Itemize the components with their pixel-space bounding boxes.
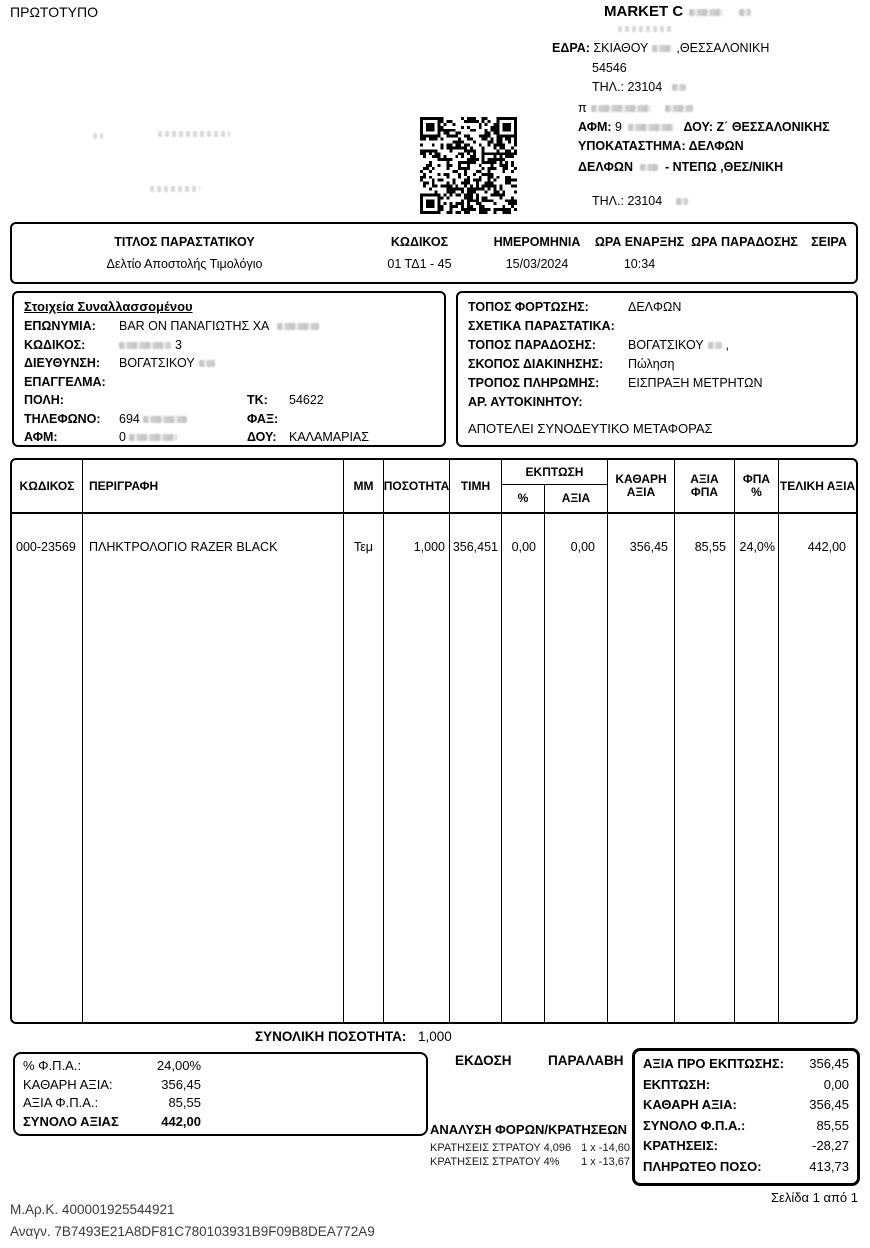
phone-value: 23104 xyxy=(627,80,663,94)
col-header-vat-pct: ΦΠΑ % xyxy=(735,460,779,514)
customer-phone-row xyxy=(24,412,434,431)
net-value-label: ΚΑΘΑΡΗ ΑΞΙΑ: xyxy=(23,1076,113,1092)
doc-title-value: Δελτίο Αποστολής Τιμολόγιο xyxy=(106,257,263,272)
recognition-hash: Αναγν. 7B7493E21A8DF81C780103931B9F09B8DEA772A9 xyxy=(10,1224,375,1239)
customer-afm-value: 0 xyxy=(119,430,247,444)
related-docs-label: ΣΧΕΤΙΚΑ ΠΑΡΑΣΤΑΤΙΚΑ: xyxy=(468,319,615,333)
item-code: 000-23569 xyxy=(12,514,83,1022)
col-header-code: ΚΩΔΙΚΟΣ xyxy=(12,460,83,514)
item-discount-pct: 0,00 xyxy=(502,514,545,1022)
redacted-mark xyxy=(158,131,230,137)
doc-code-value: 01 ΤΔ1 - 45 xyxy=(387,257,452,272)
customer-name-value: BAR ON ΠΑΝΑΓΙΩΤΗΣ ΧΑ xyxy=(119,319,434,333)
redacted-mark xyxy=(129,434,177,441)
redacted-mark xyxy=(628,124,674,131)
customer-city-row xyxy=(24,393,434,412)
redacted-mark xyxy=(689,9,723,16)
value-before-discount-row xyxy=(643,1056,849,1077)
transport-note: ΑΠΟΤΕΛΕΙ ΣΥΝΟΔΕΥΤΙΚΟ ΜΕΤΑΦΟΡΑΣ xyxy=(468,421,713,436)
deduction-calc: 1 x -14,60 xyxy=(581,1142,630,1154)
customer-address-row xyxy=(24,356,434,375)
doy-value: Ζ΄ ΘΕΣΣΑΛΟΝΙΚΗΣ xyxy=(716,120,830,134)
branch-label: ΥΠΟΚΑΤΑΣΤΗΜΑ: xyxy=(578,139,686,153)
total-value-label: ΣΥΝΟΛΟ ΑΞΙΑΣ xyxy=(23,1113,119,1129)
issuer-branch-line xyxy=(578,139,744,153)
doc-code-label: ΚΩΔΙΚΟΣ xyxy=(390,234,449,249)
payment-method-row xyxy=(468,376,846,395)
total-value-value: 442,00 xyxy=(161,1113,201,1129)
doc-date-label: ΗΜΕΡΟΜΗΝΙΑ xyxy=(493,234,581,249)
items-table xyxy=(10,458,858,1024)
redacted-mark xyxy=(143,416,187,423)
doc-series-value xyxy=(802,257,856,271)
hq-label: ΕΔΡΑ: xyxy=(552,41,590,55)
doc-header-labels xyxy=(12,235,856,249)
purpose-value: Πώληση xyxy=(628,357,675,371)
customer-name-label: ΕΠΩΝΥΜΙΑ: xyxy=(24,319,96,333)
item-net-value: 356,45 xyxy=(608,514,675,1022)
item-price: 356,451 xyxy=(450,514,502,1022)
item-discount-value: 0,00 xyxy=(545,514,608,1022)
doc-series-label: ΣΕΙΡΑ xyxy=(811,234,847,249)
col-header-discount-pct: % xyxy=(502,485,545,514)
issue-label: ΕΚΔΟΣΗ xyxy=(455,1053,512,1068)
col-header-quantity: ΠΟΣΟΤΗΤΑ xyxy=(384,460,450,514)
item-vat-pct: 24,0% xyxy=(735,514,779,1022)
phone-label: ΤΗΛ.: xyxy=(592,80,624,94)
redacted-mark xyxy=(93,133,103,139)
phone2-label: ΤΗΛ.: xyxy=(592,194,624,208)
shipping-box xyxy=(456,291,858,447)
value-before-discount-value: 356,45 xyxy=(809,1056,849,1071)
redacted-mark xyxy=(652,45,672,52)
mark-number: Μ.Αρ.Κ. 400001925544921 xyxy=(10,1202,175,1217)
net-value-row xyxy=(23,1077,418,1096)
doc-header-values xyxy=(12,257,856,271)
item-unit: Τεμ xyxy=(344,514,384,1022)
issuer-hq-line xyxy=(552,41,769,55)
issuer-afm-line xyxy=(578,120,830,134)
total-value-row xyxy=(23,1114,418,1133)
vat-pct-row xyxy=(23,1058,418,1077)
purpose-label: ΣΚΟΠΟΣ ΔΙΑΚΙΝΗΣΗΣ: xyxy=(468,357,604,371)
customer-name-row xyxy=(24,319,434,338)
col-header-discount-value: ΑΞΙΑ xyxy=(545,485,608,514)
redacted-mark xyxy=(665,105,693,112)
receive-label: ΠΑΡΑΛΑΒΗ xyxy=(548,1053,624,1068)
total-quantity-value: 1,000 xyxy=(418,1029,452,1044)
payable-amount-label: ΠΛΗΡΩΤΕΟ ΠΟΣΟ: xyxy=(643,1158,762,1174)
grand-summary-box xyxy=(632,1048,860,1186)
page-number: Σελίδα 1 από 1 xyxy=(771,1190,858,1205)
redacted-mark xyxy=(676,198,688,205)
customer-address-value: ΒΟΓΑΤΣΙΚΟΥ xyxy=(119,356,434,370)
customer-city-label: ΠΟΛΗ: xyxy=(24,393,64,407)
redacted-mark xyxy=(739,9,751,16)
doc-start-time-label: ΩΡΑ ΕΝΑΡΞΗΣ xyxy=(594,234,685,249)
issuer-phone-line xyxy=(592,80,686,94)
item-quantity: 1,000 xyxy=(384,514,450,1022)
customer-phone-label: ΤΗΛΕΦΩΝΟ: xyxy=(24,411,101,426)
customer-afm-label: ΑΦΜ: xyxy=(24,430,58,444)
afm-value: 9 xyxy=(615,120,622,134)
afm-label: ΑΦΜ: xyxy=(578,120,612,134)
redacted-mark xyxy=(640,164,658,171)
web-prefix: π xyxy=(578,101,587,115)
delivery-place-row xyxy=(468,338,846,357)
branch-addr-prefix: ΔΕΛΦΩΝ xyxy=(578,160,633,174)
deductions-heading: ΑΝΑΛΥΣΗ ΦΟΡΩΝ/ΚΡΑΤΗΣΕΩΝ xyxy=(430,1122,628,1137)
hq-city: ,ΘΕΣΣΑΛΟΝΙΚΗ xyxy=(676,41,770,55)
customer-code-label: ΚΩΔΙΚΟΣ: xyxy=(24,337,86,352)
redacted-mark xyxy=(618,26,673,32)
hq-street: ΣΚΙΑΘΟΥ xyxy=(593,41,649,55)
col-header-net-value: ΚΑΘΑΡΗ ΑΞΙΑ xyxy=(608,460,675,514)
discount-value: 0,00 xyxy=(823,1076,849,1092)
vat-amount-label: ΑΞΙΑ Φ.Π.Α.: xyxy=(23,1095,99,1110)
total-quantity-label: ΣΥΝΟΛΙΚΗ ΠΟΣΟΤΗΤΑ: xyxy=(255,1029,407,1044)
issuer-phone2-line xyxy=(592,194,688,208)
deduction-name: ΚΡΑΤΗΣΕΙΣ ΣΤΡΑΤΟΥ 4,096 xyxy=(430,1142,572,1154)
loading-place-value: ΔΕΛΦΩΝ xyxy=(628,300,682,314)
customer-code-value: 3 xyxy=(119,338,434,352)
issuer-name-text: MARKET C xyxy=(604,3,684,20)
doy-label: ΔΟΥ: xyxy=(683,120,714,134)
customer-phone-value: 694 xyxy=(119,412,247,426)
customer-profession-label: ΕΠΑΓΓΕΛΜΑ: xyxy=(24,374,106,389)
vehicle-row xyxy=(468,395,846,414)
customer-profession-row xyxy=(24,375,434,394)
redacted-mark xyxy=(708,342,722,349)
doc-start-time-value: 10:34 xyxy=(623,257,656,272)
related-docs-row xyxy=(468,319,846,338)
deduction-name: ΚΡΑΤΗΣΕΙΣ ΣΤΡΑΤΟΥ 4% xyxy=(430,1156,560,1168)
delivery-place-label: ΤΟΠΟΣ ΠΑΡΑΔΟΣΗΣ: xyxy=(468,338,596,352)
withholdings-value: -28,27 xyxy=(812,1138,849,1153)
payable-amount-value: 413,73 xyxy=(809,1158,849,1174)
customer-tk-value: 54622 xyxy=(289,393,324,407)
doc-date-value: 15/03/2024 xyxy=(505,257,569,272)
net-total-value: 356,45 xyxy=(809,1097,849,1112)
item-total: 442,00 xyxy=(807,540,846,554)
loading-place-label: ΤΟΠΟΣ ΦΟΡΤΩΣΗΣ: xyxy=(468,300,589,314)
col-header-price: ΤΙΜΗ xyxy=(450,460,502,514)
customer-afm-row xyxy=(24,430,434,449)
delivery-place-value: ΒΟΓΑΤΣΙΚΟΥ , xyxy=(628,338,730,352)
col-header-vat-value: ΑΞΙΑ ΦΠΑ xyxy=(675,460,735,514)
redacted-mark xyxy=(199,360,215,367)
item-description: ΠΛΗΚΤΡΟΛΟΓΙΟ RAZER BLACK xyxy=(83,514,344,1022)
redacted-mark xyxy=(672,84,686,91)
customer-box xyxy=(12,291,446,447)
item-vat-value: 85,55 xyxy=(675,514,735,1022)
vat-pct-label: % Φ.Π.Α.: xyxy=(23,1058,82,1073)
vat-pct-value: 24,00% xyxy=(156,1058,201,1073)
doc-title-label: ΤΙΤΛΟΣ ΠΑΡΑΣΤΑΤΙΚΟΥ xyxy=(114,234,255,249)
vat-amount-value: 85,55 xyxy=(168,1095,201,1110)
net-value-value: 356,45 xyxy=(161,1076,201,1092)
vat-amount-row xyxy=(23,1095,418,1114)
phone2-value: 23104 xyxy=(627,194,663,208)
payment-method-value: ΕΙΣΠΡΑΞΗ ΜΕΤΡΗΤΩΝ xyxy=(628,376,763,390)
vat-summary-box xyxy=(13,1052,428,1136)
net-total-label: ΚΑΘΑΡΗ ΑΞΙΑ: xyxy=(643,1097,737,1112)
col-header-discount: ΕΚΠΤΩΣΗ xyxy=(502,460,608,485)
qr-code xyxy=(420,117,517,214)
net-total-row xyxy=(643,1097,849,1118)
col-header-total: ΤΕΛΙΚΗ ΑΞΙΑ xyxy=(779,460,856,514)
redacted-mark xyxy=(277,323,319,330)
vat-total-row xyxy=(643,1118,849,1139)
withholdings-label: ΚΡΑΤΗΣΕΙΣ: xyxy=(643,1138,718,1153)
loading-place-row xyxy=(468,300,846,319)
customer-doy-value: ΚΑΛΑΜΑΡΙΑΣ xyxy=(289,430,369,444)
vehicle-label: ΑΡ. ΑΥΤΟΚΙΝΗΤΟΥ: xyxy=(468,395,583,409)
customer-code-row xyxy=(24,338,434,357)
value-before-discount-label: ΑΞΙΑ ΠΡΟ ΕΚΠΤΩΣΗΣ: xyxy=(643,1056,785,1071)
branch-addr-suffix: - ΝΤΕΠΩ ,ΘΕΣ/ΝΙΚΗ xyxy=(664,160,784,174)
deduction-row xyxy=(430,1142,630,1154)
vat-total-value: 85,55 xyxy=(816,1117,849,1133)
customer-tk-label: ΤΚ: xyxy=(247,393,268,407)
issuer-branch-address xyxy=(578,160,783,174)
col-header-description: ΠΕΡΙΓΡΑΦΗ xyxy=(83,460,344,514)
doc-header-bar xyxy=(10,222,858,284)
issuer-name xyxy=(604,3,751,20)
customer-fax-label: ΦΑΞ: xyxy=(247,411,279,426)
vat-total-label: ΣΥΝΟΛΟ Φ.Π.Α.: xyxy=(643,1117,746,1133)
deduction-calc: 1 x -13,67 xyxy=(581,1156,630,1168)
purpose-row xyxy=(468,357,846,376)
deduction-row xyxy=(430,1156,630,1168)
customer-heading: Στοιχεία Συναλλασσομένου xyxy=(24,299,193,314)
doc-delivery-time-value xyxy=(687,257,802,271)
redacted-mark xyxy=(591,105,651,112)
customer-address-label: ΔΙΕΥΘΥΝΣΗ: xyxy=(24,356,101,370)
payable-amount-row xyxy=(643,1159,849,1180)
redacted-mark xyxy=(119,342,171,349)
branch-value: ΔΕΛΦΩΝ xyxy=(688,139,744,153)
copy-type-label: ΠΡΩΤΟΤΥΠΟ xyxy=(10,4,98,20)
col-header-unit: ΜΜ xyxy=(344,460,384,514)
doc-delivery-time-label: ΩΡΑ ΠΑΡΑΔΟΣΗΣ xyxy=(691,234,798,249)
payment-method-label: ΤΡΟΠΟΣ ΠΛΗΡΩΜΗΣ: xyxy=(468,376,600,390)
discount-row xyxy=(643,1077,849,1098)
redacted-mark xyxy=(150,186,200,192)
customer-doy-label: ΔΟΥ: xyxy=(247,430,277,444)
withholdings-row xyxy=(643,1138,849,1159)
issuer-web-line xyxy=(578,101,693,115)
issuer-zip: 54546 xyxy=(592,61,627,75)
discount-label: ΕΚΠΤΩΣΗ: xyxy=(643,1076,711,1092)
